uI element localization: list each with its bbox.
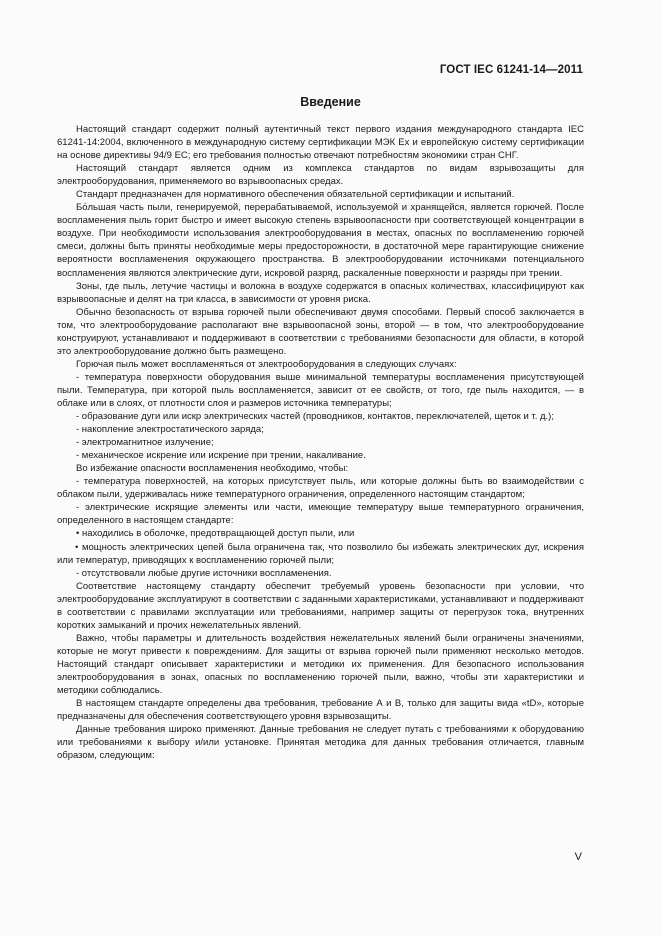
paragraph: Во избежание опасности воспламенения необходимо, чтобы: [76,463,349,475]
paragraph: Горючая пыль может воспламеняться от электрооборудования в следующих случаях: [76,358,457,370]
list-item: - отсутствовали любые другие источники воспламенения. [76,567,332,579]
bullet-item: • мощность электрических цепей была ограничена так, что позволило бы избежать электрических дуг, искрения или температур, приводящих к воспламенению горючей пыли; [57,541,584,566]
paragraph: Важно, чтобы параметры и длительность воздействия нежелательных явлений были ограничены значениями, которые не могут привести к повреждениям. Для защиты от взрыва горючей пыли применяют несколько методов. Настоящий стандарт описывает характеристики и методики их применения. Для безопасного использования электрооборудования в зонах, опасных по воспламенению горючей пыли, важно, чтобы эти характеристики и методики соблюдались. [57,632,584,697]
paragraph: Настоящий стандарт является одним из комплекса стандартов по видам взрывозащиты для электрооборудования, применяемого во взрывоопасных средах. [57,163,584,188]
standard-header: ГОСТ IEC 61241-14—2011 [439,64,583,76]
page-number: V [574,851,582,863]
list-item: - электрические искрящие элементы или части, имеющие температуру выше температурного ограничения, определенного в настоящем стандарте: [57,502,584,527]
paragraph: Зоны, где пыль, летучие частицы и волокна в воздухе содержатся в опасных количествах, классифицируют как взрывоопасные и делят на три класса, в зависимости от уровня риска. [57,280,584,305]
document-body [57,123,584,762]
paragraph: Данные требования широко применяют. Данные требования не следует путать с требованиями к оборудованию или требованиями к выбору и/или установке. Принятая методика для данных требования отличается, главным образом, следующим: [57,724,584,762]
list-item: - образование дуги или искр электрических частей (проводников, контактов, переключателей, щеток и т. д.); [76,411,554,423]
section-title: Введение [300,95,361,109]
paragraph: Бόльшая часть пыли, генерируемой, перерабатываемой, используемой и хранящейся, является горючей. После воспламенения пыль горит быстро и имеет высокую степень взрывоопасности при соответствующей концентрации в воздухе. При необходимости использования электрооборудования в местах, опасных по воспламенению горючей смеси, должны быть приняты необходимые меры предосторожности, в достаточной мере гарантирующие снижение вероятности воспламенения окружающего пространства. В электрооборудовании источниками потенциального воспламенения являются электрические дуги, искровой разряд, раскаленные поверхности и разряды при трении. [57,202,584,279]
paragraph: В настоящем стандарте определены два требования, требование А и В, только для защиты вида «tD», которые предназначены для обеспечения соответствующего уровня взрывозащиты. [57,698,584,723]
paragraph: Стандарт предназначен для нормативного обеспечения обязательной сертификации и испытаний. [76,189,515,201]
paragraph: Настоящий стандарт содержит полный аутентичный текст первого издания международного стандарта IEC 61241-14:2004, включенного в международную систему сертификации МЭК Ex и европейскую систему сертификации на основе директивы 94/9 ЕС; его требования полностью отвечают потребностям экономики стран СНГ. [57,124,584,162]
list-item: - температура поверхности оборудования выше минимальной температуры воспламенения присутствующей пыли. Температура, при которой пыль воспламеняется, зависит от ее свойств, от того, где пыль находится, — в облаке или в слоях, от плотности слоя и размеров источника температуры; [57,371,584,409]
list-item: - электромагнитное излучение; [76,437,214,449]
paragraph: Соответствие настоящему стандарту обеспечит требуемый уровень безопасности при условии, что электрооборудование эксплуатируют в соответствии с заданными характеристиками, устанавливают и поддерживают в соответствии с правилами эксплуатации или требованиями, например защиты от перегрузок тока, внутренних коротких замыканий и прочих нежелательных явлений. [57,580,584,631]
bullet-item: • находились в оболочке, предотвращающей доступ пыли, или [76,528,355,540]
list-item: - температура поверхностей, на которых присутствует пыль, или которые должны быть во взаимодействии с облаком пыли, удерживалась ниже температурного ограничения, определенного настоящим стандартом; [57,476,584,501]
list-item: - накопление электростатического заряда; [76,424,264,436]
paragraph: Обычно безопасность от взрыва горючей пыли обеспечивают двумя способами. Первый способ заключается в том, что электрооборудование располагают вне взрывоопасной зоны, второй — в том, что электрооборудование конструируют, устанавливают и поддерживают в соответствии с требованиями безопасности для области, в которой это электрооборудование должно быть размещено. [57,306,584,357]
list-item: - механическое искрение или искрение при трении, накаливание. [76,450,366,462]
